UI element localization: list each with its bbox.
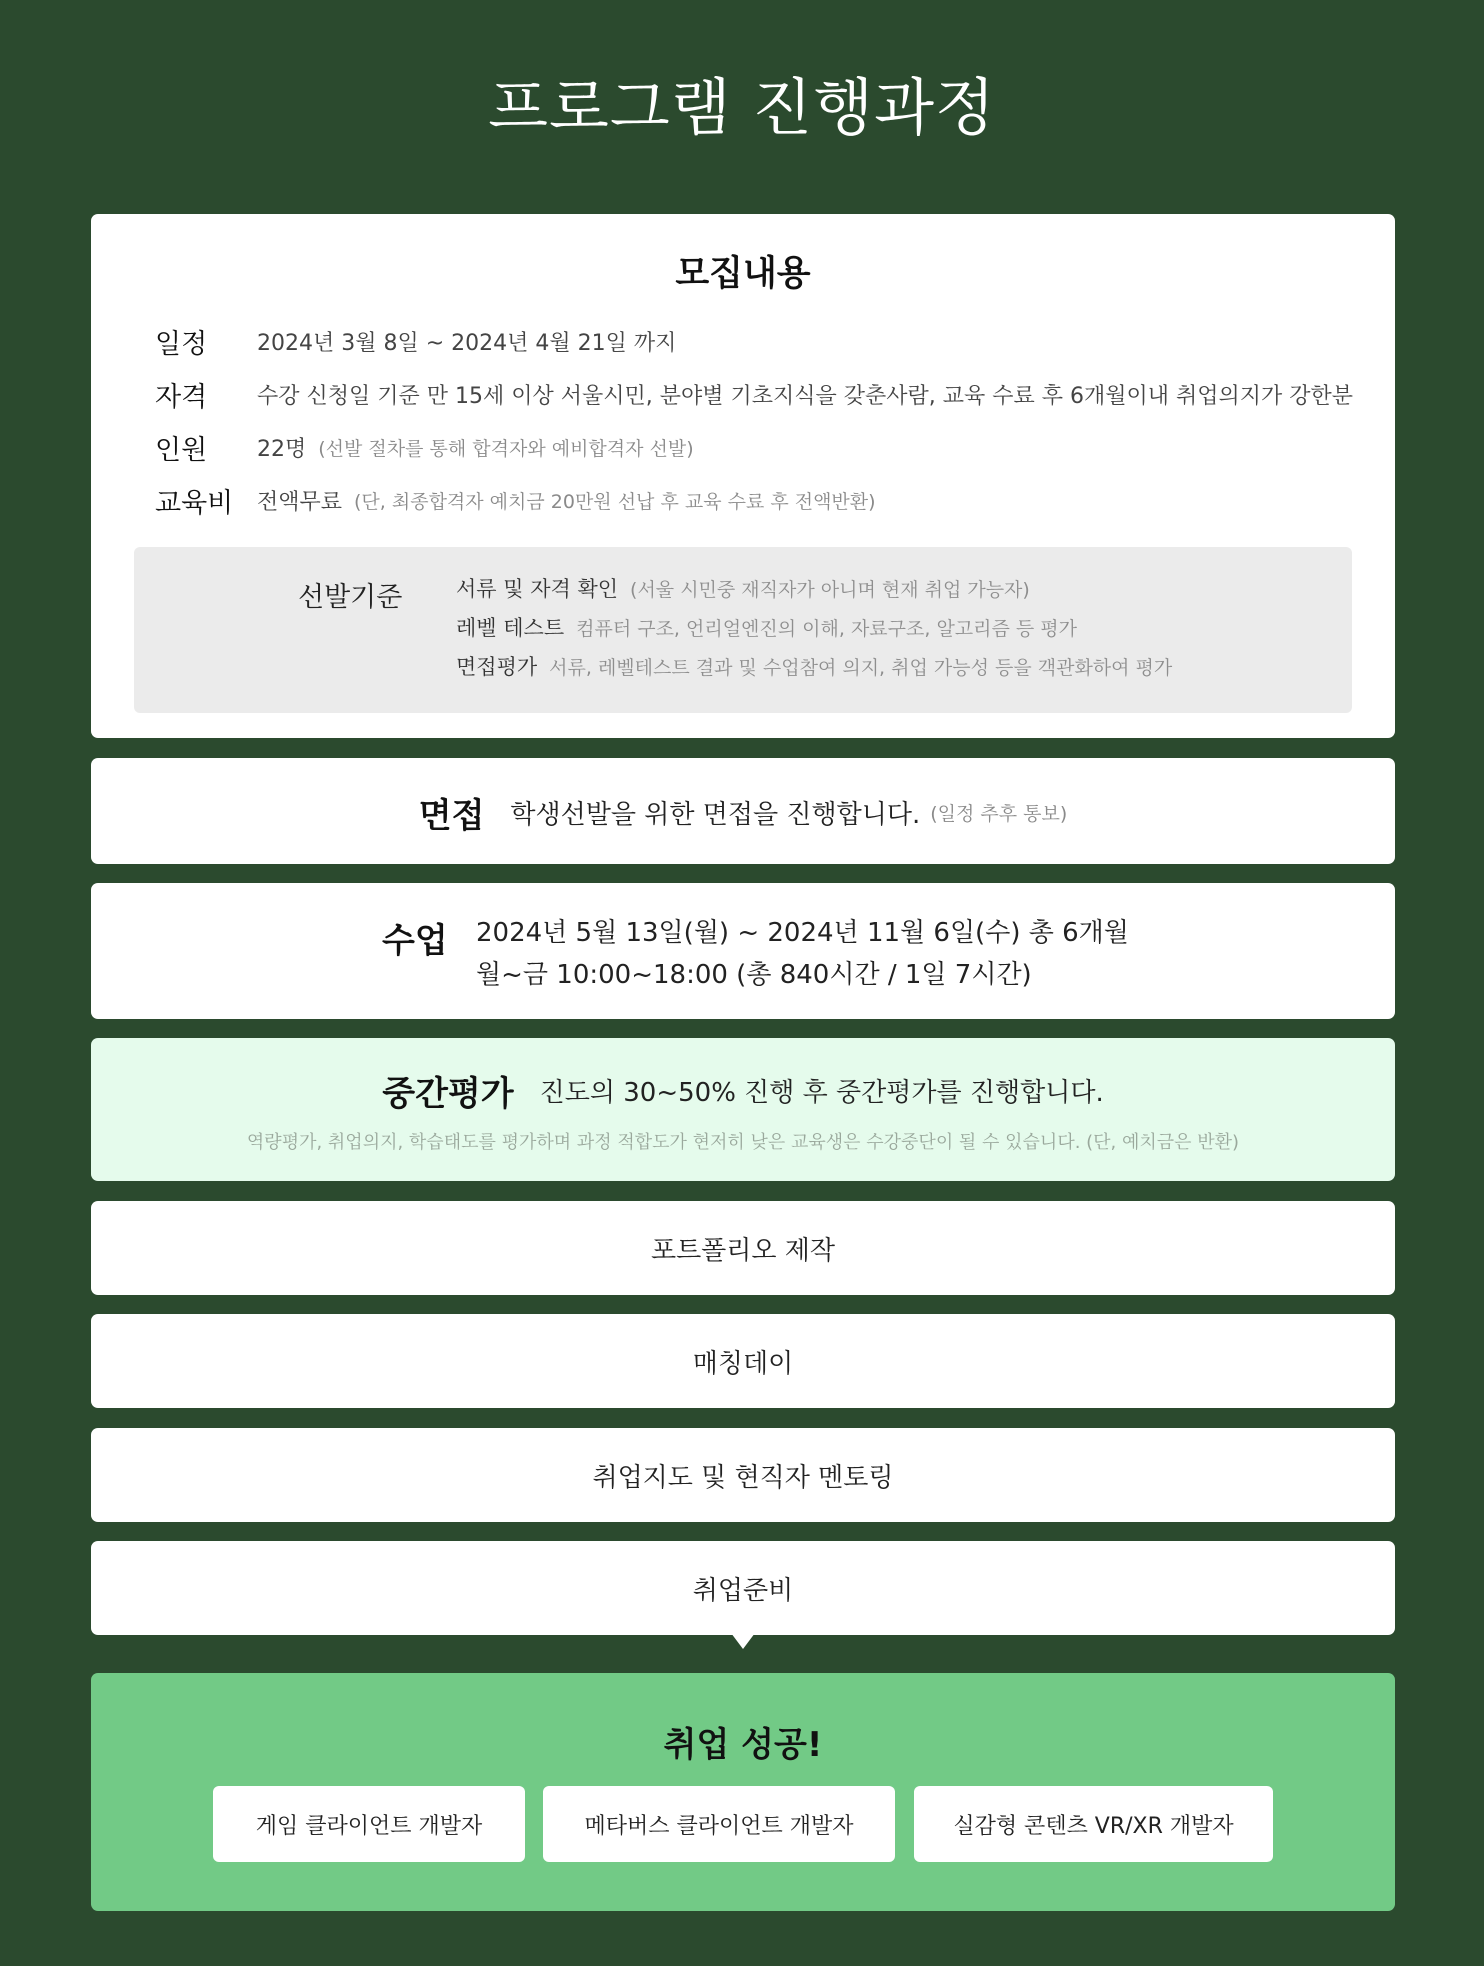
step-mentoring: 취업지도 및 현직자 멘토링 <box>91 1428 1395 1522</box>
interview-row <box>91 788 1395 837</box>
down-arrow-icon <box>731 1633 755 1649</box>
page-title: 프로그램 진행과정 <box>488 71 996 144</box>
selection-criteria-box <box>134 547 1352 713</box>
info-note: (단, 최종합격자 예치금 20만원 선납 후 교육 수료 후 전액반환) <box>354 490 876 513</box>
selection-item-desc: (서울 시민중 재직자가 아니며 현재 취업 가능자) <box>630 578 1030 601</box>
job-metaverse-client: 메타버스 클라이언트 개발자 <box>543 1786 895 1862</box>
midterm-key: 중간평가 <box>382 1074 514 1114</box>
selection-item-key: 서류 및 자격 확인 <box>456 577 619 601</box>
class-hours-line: 월~금 10:00~18:00 (총 840시간 / 1일 7시간) <box>476 960 1032 990</box>
job-vr-xr: 실감형 콘텐츠 VR/XR 개발자 <box>914 1786 1273 1862</box>
midterm-sub: 역량평가, 취업의지, 학습태도를 평가하며 과정 적합도가 현저히 낮은 교육생은 수강중단이 될 수 있습니다. (단, 예치금은 반환) <box>246 1132 1240 1153</box>
interview-note: (일정 추후 통보) <box>930 803 1068 825</box>
interview-key: 면접 <box>418 796 485 836</box>
interview-card <box>91 758 1395 864</box>
class-key: 수업 <box>382 921 448 961</box>
info-label: 일정 <box>155 328 208 360</box>
info-value: 전액무료 <box>257 489 343 515</box>
recruit-heading: 모집내용 <box>675 254 811 294</box>
info-row-qualification <box>155 374 1353 414</box>
info-row-tuition <box>155 480 876 520</box>
selection-criteria-label: 선발기준 <box>298 582 403 613</box>
info-row-headcount <box>155 427 694 467</box>
step-matching-day: 매칭데이 <box>91 1314 1395 1408</box>
info-label: 자격 <box>155 381 208 413</box>
info-value: 22명 <box>257 436 307 462</box>
step-job-prep: 취업준비 <box>91 1541 1395 1635</box>
success-title: 취업 성공! <box>663 1725 823 1765</box>
selection-item-desc: 서류, 레벨테스트 결과 및 수업참여 의지, 취업 가능성 등을 객관화하여 평가 <box>549 656 1173 679</box>
info-value: 수강 신청일 기준 만 15세 이상 서울시민, 분야별 기초지식을 갖춘사람, 교육 수료 후 6개월이내 취업의지가 강한분 <box>257 383 1353 409</box>
info-row-schedule <box>155 321 676 361</box>
selection-item-desc: 컴퓨터 구조, 언리얼엔진의 이해, 자료구조, 알고리즘 등 평가 <box>576 617 1078 640</box>
selection-item <box>456 610 1077 644</box>
success-card <box>91 1673 1395 1911</box>
class-card <box>91 883 1395 1019</box>
midterm-row <box>91 1066 1395 1115</box>
selection-item-key: 레벨 테스트 <box>456 616 565 640</box>
midterm-card <box>91 1038 1395 1181</box>
info-value: 2024년 3월 8일 ~ 2024년 4월 21일 까지 <box>257 330 677 356</box>
info-note: (선발 절차를 통해 합격자와 예비합격자 선발) <box>318 437 694 460</box>
class-schedule-line: 2024년 5월 13일(월) ~ 2024년 11월 6일(수) 총 6개월 <box>476 918 1129 948</box>
recruit-card <box>91 214 1395 738</box>
selection-item <box>456 649 1172 683</box>
selection-item <box>456 571 1030 605</box>
selection-item-key: 면접평가 <box>456 655 538 679</box>
interview-text: 학생선발을 위한 면접을 진행합니다. <box>510 800 921 830</box>
info-label: 인원 <box>155 434 208 466</box>
job-game-client: 게임 클라이언트 개발자 <box>213 1786 525 1862</box>
midterm-text: 진도의 30~50% 진행 후 중간평가를 진행합니다. <box>539 1078 1104 1108</box>
info-label: 교육비 <box>155 487 234 519</box>
step-portfolio: 포트폴리오 제작 <box>91 1201 1395 1295</box>
